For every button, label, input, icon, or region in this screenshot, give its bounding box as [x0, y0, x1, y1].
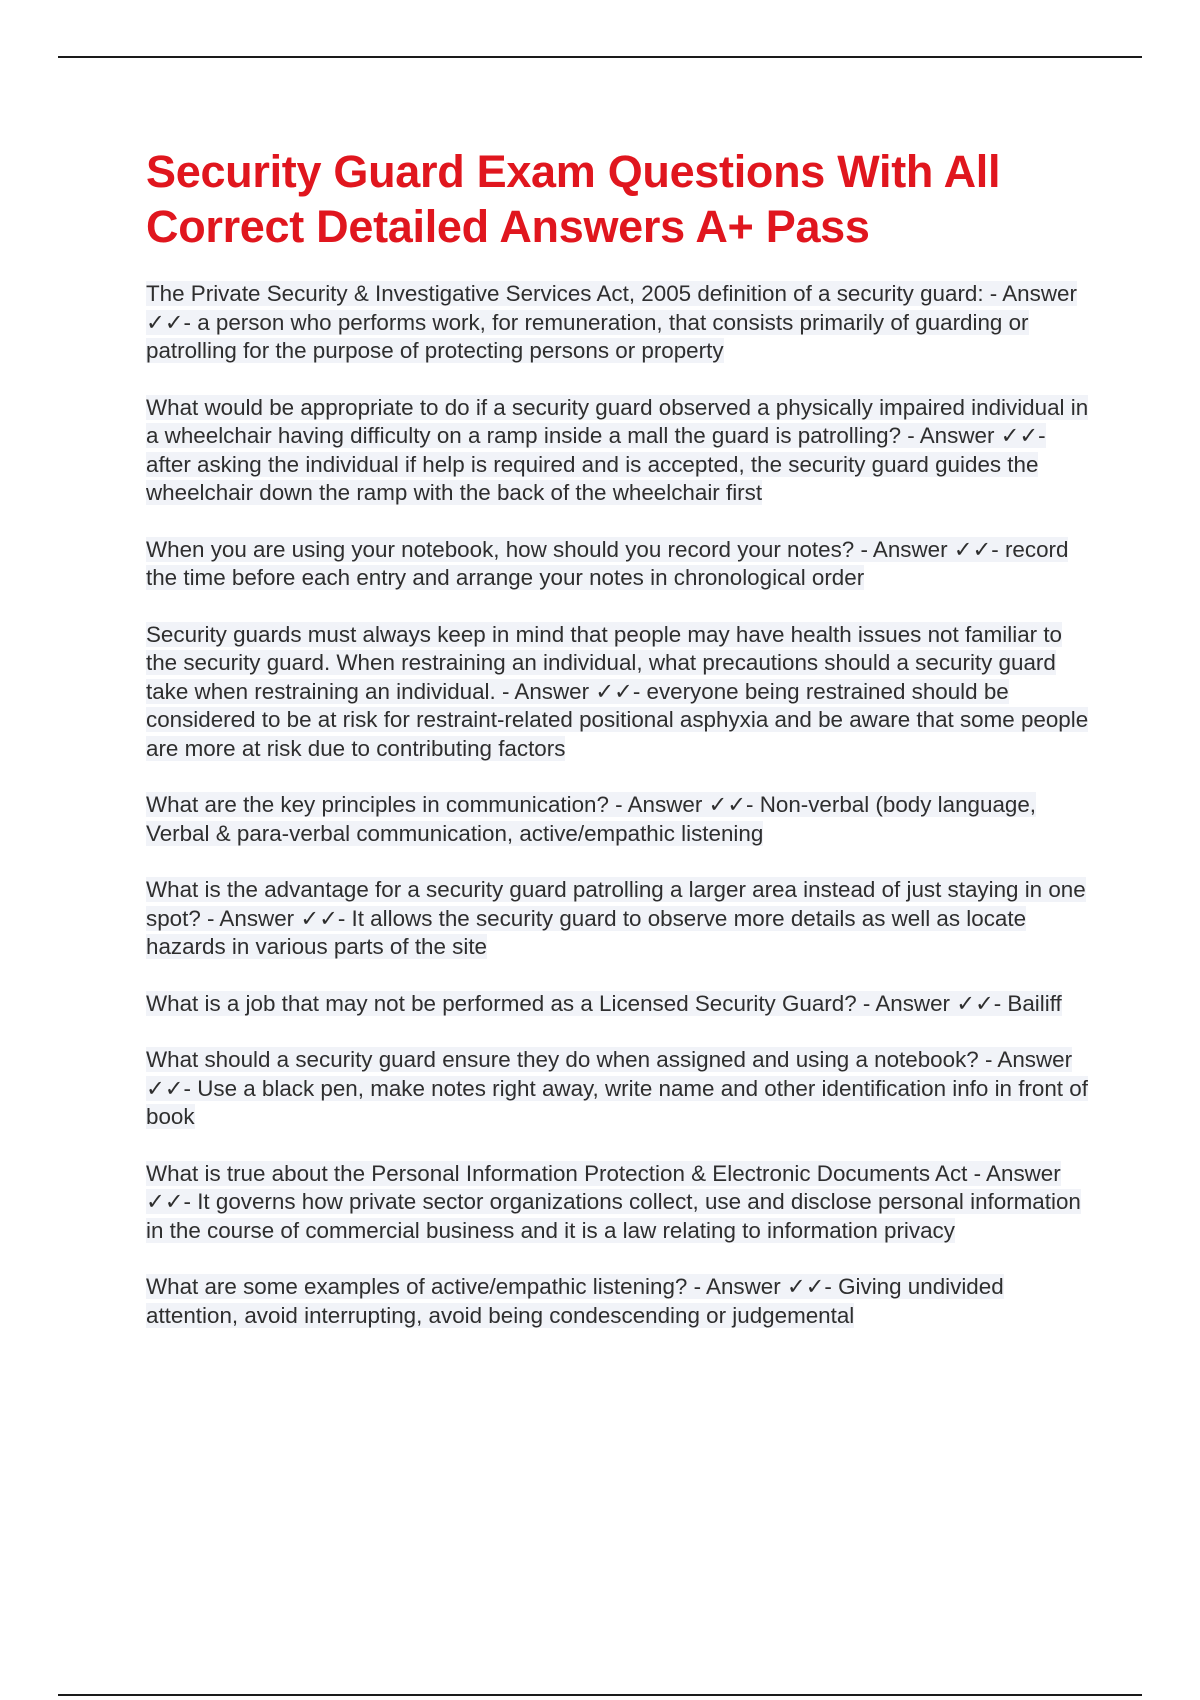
qa-item-text: What is true about the Personal Information Protection & Electronic Documents Act - Answer ✓✓- It governs how private sector organizations collect, use and disclose personal information in the course of commercial business and it is a law relating to information privacy: [146, 1160, 1081, 1243]
qa-item: [146, 280, 1096, 366]
qa-item-text: When you are using your notebook, how should you record your notes? - Answer ✓✓- record the time before each entry and arrange your notes in chronological order: [146, 536, 1069, 590]
qa-item: [146, 1160, 1096, 1246]
qa-item-text: What are some examples of active/empathic listening? - Answer ✓✓- Giving undivided attention, avoid interrupting, avoid being condescending or judgemental: [146, 1274, 1004, 1328]
qa-item: [146, 1273, 1096, 1330]
qa-list: [146, 280, 1096, 1330]
qa-item: [146, 394, 1096, 508]
qa-item-text: What should a security guard ensure they do when assigned and using a notebook? - Answer ✓✓- Use a black pen, make notes right away, write name and other identification info in front of book: [146, 1047, 1088, 1129]
bottom-rule: [58, 1694, 1142, 1696]
document-body: [146, 144, 1096, 1358]
qa-item: [146, 536, 1096, 593]
qa-item: [146, 990, 1096, 1019]
qa-item: [146, 621, 1096, 764]
qa-item-text: What is a job that may not be performed as a Licensed Security Guard? - Answer ✓✓- Bailiff: [146, 990, 1062, 1016]
qa-item: [146, 791, 1096, 848]
qa-item: [146, 1046, 1096, 1132]
qa-item-text: The Private Security & Investigative Services Act, 2005 definition of a security guard: - Answer ✓✓- a person who performs work, for remuneration, that consists primarily of guarding or patrolling for the purpose of protecting persons or property: [146, 281, 1077, 363]
top-rule: [58, 56, 1142, 58]
qa-item-text: What would be appropriate to do if a security guard observed a physically impaired individual in a wheelchair having difficulty on a ramp inside a mall the guard is patrolling? - Answer ✓✓- after asking the individual if help is required and is accepted, the security guard guides the wheelchair down the ramp with the back of the wheelchair first: [146, 394, 1089, 505]
qa-item-text: Security guards must always keep in mind that people may have health issues not familiar to the security guard. When restraining an individual, what precautions should a security guard take when restraining an individual. - Answer ✓✓- everyone being restrained should be considered to be at risk for restraint-related positional asphyxia and be aware that some people are more at risk due to contributing factors: [146, 621, 1089, 761]
document-title: Security Guard Exam Questions With All Correct Detailed Answers A+ Pass: [146, 146, 1001, 252]
qa-item: [146, 876, 1096, 962]
qa-item-text: What are the key principles in communication? - Answer ✓✓- Non-verbal (body language, Verbal & para-verbal communication, active/empathic listening: [146, 792, 1037, 846]
qa-item-text: What is the advantage for a security guard patrolling a larger area instead of just staying in one spot? - Answer ✓✓- It allows the security guard to observe more details as well as locate hazards in various parts of the site: [146, 877, 1086, 959]
